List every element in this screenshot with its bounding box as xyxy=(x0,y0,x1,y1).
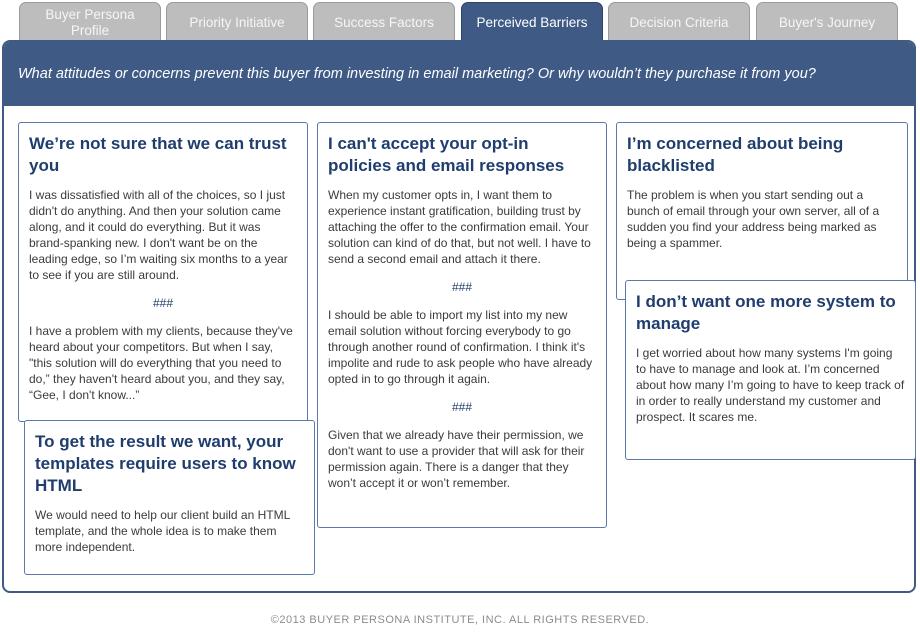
card-text: I have a problem with my clients, because they've heard about your competitors. But when I say, "this solution will do everything that you need to do,” they haven't heard about you, and they say, “Gee, I don't know...” xyxy=(29,324,293,402)
content-panel xyxy=(2,40,916,593)
separator: ### xyxy=(152,296,174,310)
card-text: Given that we already have their permission, we don't want to use a provider that will ask for their permission again. There is a danger that they won’t accept it or won’t remember. xyxy=(328,428,585,490)
card-blacklist xyxy=(616,122,908,300)
separator: ### xyxy=(451,400,473,414)
tab-bar xyxy=(0,0,920,42)
card-text: We would need to help our client build an HTML template, and the whole idea is to make them more independent. xyxy=(35,508,290,554)
question-text: What attitudes or concerns prevent this buyer from investing in email marketing? Or why wouldn’t they purchase it from you? xyxy=(18,66,816,82)
card-text: When my customer opts in, I want them to experience instant gratification, building trust by attaching the offer to the confirmation email. Your solution can kind of do that, but not well. I have to send a second email and attach it there. xyxy=(328,188,591,266)
card-title: I don’t want one more system to manage xyxy=(636,292,896,333)
card-optin xyxy=(317,122,607,528)
tab-label: Success Factors xyxy=(334,14,434,30)
card-title: I can't accept your opt-in policies and email responses xyxy=(328,134,565,175)
tab-success-factors[interactable] xyxy=(313,2,455,42)
copyright-footer: ©2013 BUYER PERSONA INSTITUTE, INC. ALL RIGHTS RESERVED. xyxy=(270,614,650,626)
question-banner xyxy=(4,42,914,106)
tab-label: Buyer Persona Profile xyxy=(45,6,135,38)
tab-buyer-persona-profile[interactable] xyxy=(19,2,161,42)
tab-priority-initiative[interactable] xyxy=(166,2,308,42)
tab-label: Buyer's Journey xyxy=(778,14,876,30)
tab-decision-criteria[interactable] xyxy=(608,2,750,42)
separator: ### xyxy=(451,280,473,294)
card-text: I get worried about how many systems I'm going to have to manage and look at. I’m concerned about how many I’m going to have to keep track of in order to really understand my customer and prospect. It scares me. xyxy=(636,346,905,424)
card-title: I’m concerned about being blacklisted xyxy=(627,134,844,175)
card-system xyxy=(625,280,916,460)
card-title: We’re not sure that we can trust you xyxy=(29,134,287,175)
card-text: I was dissatisfied with all of the choices, so I just didn't do anything. And then your solution came along, and it could do everything. But it was brand-spanking new. I don't want be on the leading edge, so I’m waiting six months to a year to see if you are still around. xyxy=(29,188,288,282)
card-title: To get the result we want, your templates require users to know HTML xyxy=(35,432,296,495)
card-trust xyxy=(18,122,308,422)
tab-buyers-journey[interactable] xyxy=(756,2,898,42)
tab-label: Priority Initiative xyxy=(189,14,285,30)
card-text: I should be able to import my list into my new email solution without forcing everybody to go through another round of confirmation. I think it's impolite and rude to ask people who have already opted in to go through it again. xyxy=(328,308,593,386)
card-text: The problem is when you start sending out a bunch of email through your own server, all of a sudden you find your address being marked as being a spammer. xyxy=(627,188,880,250)
tab-label: Decision Criteria xyxy=(629,14,729,30)
tab-perceived-barriers[interactable] xyxy=(461,2,603,43)
card-html xyxy=(24,420,315,575)
tab-label: Perceived Barriers xyxy=(476,15,588,30)
